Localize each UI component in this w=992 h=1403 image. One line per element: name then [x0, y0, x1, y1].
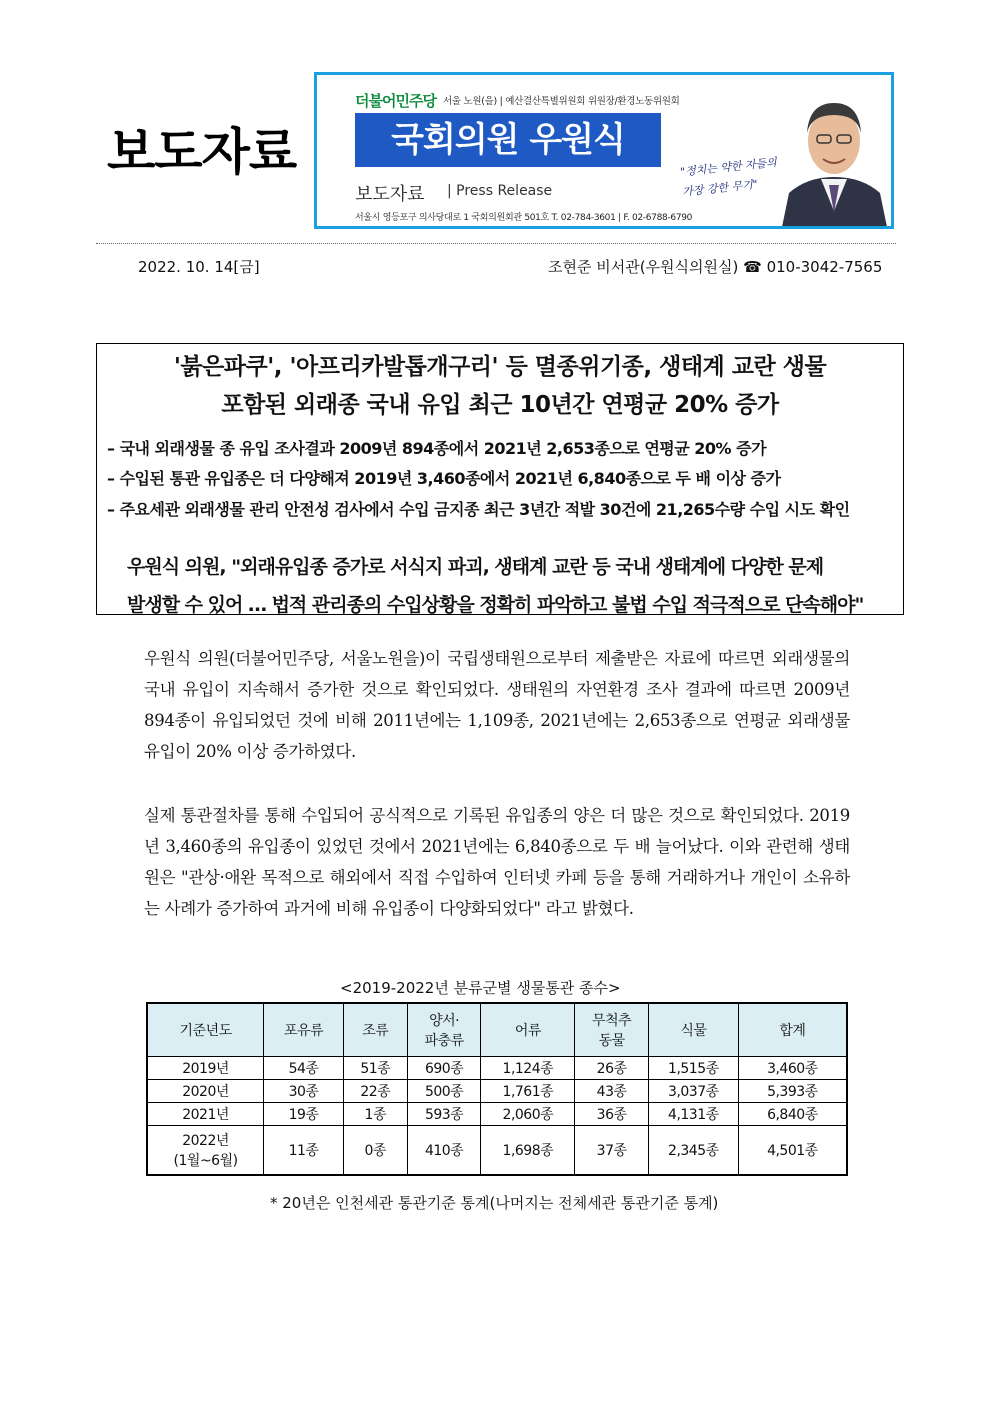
contact-info: 조현준 비서관(우원식의원실) ☎ 010-3042-7565 [548, 258, 883, 276]
slogan-quote [679, 151, 793, 202]
lawmaker-quote-line-1: 우원식 의원, "외래유입종 증가로 서식지 파괴, 생태계 교란 등 국내 생태계에 다양한 문제 [127, 556, 824, 578]
table-cell: 1종 [343, 1103, 407, 1126]
table-cell: 3,037종 [648, 1080, 738, 1103]
table-cell: 2,345종 [648, 1126, 738, 1176]
table-cell: 1,515종 [648, 1057, 738, 1080]
table-cell: 0종 [343, 1126, 407, 1176]
table-cell: 3,460종 [738, 1057, 847, 1080]
table-cell: 410종 [407, 1126, 481, 1176]
press-label-en: | Press Release [447, 183, 553, 199]
office-address: 서울시 영등포구 의사당대로 1 국회의원회관 501호 T. 02-784-3601 | F. 02-6788-6790 [355, 213, 693, 223]
table-row [147, 1126, 847, 1176]
table-cell: 11종 [264, 1126, 344, 1176]
table-cell: 43종 [575, 1080, 649, 1103]
headline-box [96, 343, 904, 615]
slogan-line-2: 가장 강한 무기" [681, 177, 759, 199]
table-cell: 4,131종 [648, 1103, 738, 1126]
table-cell: 22종 [343, 1080, 407, 1103]
table-cell: 51종 [343, 1057, 407, 1080]
table-cell: 19종 [264, 1103, 344, 1126]
table-footnote: * 20년은 인천세관 통관기준 통계(나머지는 전체세관 통관기준 통계) [270, 1194, 719, 1212]
table-cell: 6,840종 [738, 1103, 847, 1126]
table-cell: 36종 [575, 1103, 649, 1126]
table-cell: 2,060종 [481, 1103, 575, 1126]
lawmaker-quote-line-2: 발생할 수 있어 … 법적 관리종의 수입상황을 정확히 파악하고 불법 수입 적극적으로 단속해야" [127, 594, 864, 616]
table-cell: 690종 [407, 1057, 481, 1080]
table-header-row [147, 1003, 847, 1057]
committee-info: 서울 노원(을) | 예산결산특별위원회 위원장/환경노동위원회 [443, 96, 680, 107]
table-row [147, 1080, 847, 1103]
table-row [147, 1103, 847, 1126]
lawmaker-banner [314, 72, 894, 229]
table-header-cell: 기준년도 [147, 1003, 264, 1057]
table-cell: 2021년 [147, 1103, 264, 1126]
party-name: 더불어민주당 [355, 92, 436, 110]
table-header-cell: 어류 [481, 1003, 575, 1057]
headline-line-2: 포함된 외래종 국내 유입 최근 10년간 연평균 20% 증가 [221, 392, 779, 418]
summary-bullet: – 주요세관 외래생물 관리 안전성 검사에서 수입 금지종 최근 3년간 적발 30건에 21,265수량 수입 시도 확인 [107, 500, 850, 519]
body-paragraph: 우원식 의원(더불어민주당, 서울노원을)이 국립생태원으로부터 제출받은 자료에 따르면 외래생물의 국내 유입이 지속해서 증가한 것으로 확인되었다. 생태원의 자연환경 조사 결과에 따르면 2009년 894종이 유입되었던 것에 비해 2011년에는 1,109종, 2021년에는 2,653종으로 연평균 외래생물 유입이 20% 이상 증가하였다. [144, 649, 850, 761]
table-cell: 593종 [407, 1103, 481, 1126]
summary-bullet: – 국내 외래생물 종 유입 조사결과 2009년 894종에서 2021년 2,653종으로 연평균 20% 증가 [107, 439, 767, 458]
table-cell: 30종 [264, 1080, 344, 1103]
table-header-cell: 조류 [343, 1003, 407, 1057]
portrait-image [777, 81, 892, 227]
table-cell: 2022년 (1월~6월) [147, 1126, 264, 1176]
press-label-kr: 보도자료 [355, 184, 425, 205]
table-cell: 4,501종 [738, 1126, 847, 1176]
summary-bullet: – 수입된 통관 유입종은 더 다양해져 2019년 3,460종에서 2021년 6,840종으로 두 배 이상 증가 [107, 469, 781, 488]
body-paragraph: 실제 통관절차를 통해 수입되어 공식적으로 기록된 유입종의 양은 더 많은 것으로 확인되었다. 2019년 3,460종의 유입종이 있었던 것에서 2021년에는 6,840종으로 두 배 늘어났다. 이와 관련해 생태원은 "관상·애완 목적으로 해외에서 직접 수입하여 인터넷 카페 등을 통해 거래하거나 개인이 소유하는 사례가 증가하여 과거에 비해 유입종이 다양화되었다" 라고 밝혔다. [144, 806, 850, 918]
table-cell: 37종 [575, 1126, 649, 1176]
table-row [147, 1057, 847, 1080]
table-header-cell: 합계 [738, 1003, 847, 1057]
import-statistics-table [146, 1002, 848, 1176]
table-header-cell: 식물 [648, 1003, 738, 1057]
press-release-title: 보도자료 [107, 123, 297, 181]
table-cell: 5,393종 [738, 1080, 847, 1103]
table-header-cell: 포유류 [264, 1003, 344, 1057]
table-cell: 1,761종 [481, 1080, 575, 1103]
header-divider [96, 243, 896, 244]
slogan-line-1: "정치는 약한 자들의 [679, 155, 778, 179]
release-date: 2022. 10. 14[금] [138, 258, 260, 276]
table-header-cell: 무척추 동물 [575, 1003, 649, 1057]
lawmaker-name: 국회의원 우원식 [355, 113, 661, 167]
table-cell: 1,698종 [481, 1126, 575, 1176]
table-header-cell: 양서· 파충류 [407, 1003, 481, 1057]
table-cell: 2019년 [147, 1057, 264, 1080]
headline-line-1: '붉은파쿠', '아프리카발톱개구리' 등 멸종위기종, 생태계 교란 생물 [173, 354, 827, 380]
table-cell: 54종 [264, 1057, 344, 1080]
table-caption: <2019-2022년 분류군별 생물통관 종수> [340, 979, 621, 997]
table-cell: 26종 [575, 1057, 649, 1080]
table-cell: 1,124종 [481, 1057, 575, 1080]
table-cell: 2020년 [147, 1080, 264, 1103]
table-cell: 500종 [407, 1080, 481, 1103]
